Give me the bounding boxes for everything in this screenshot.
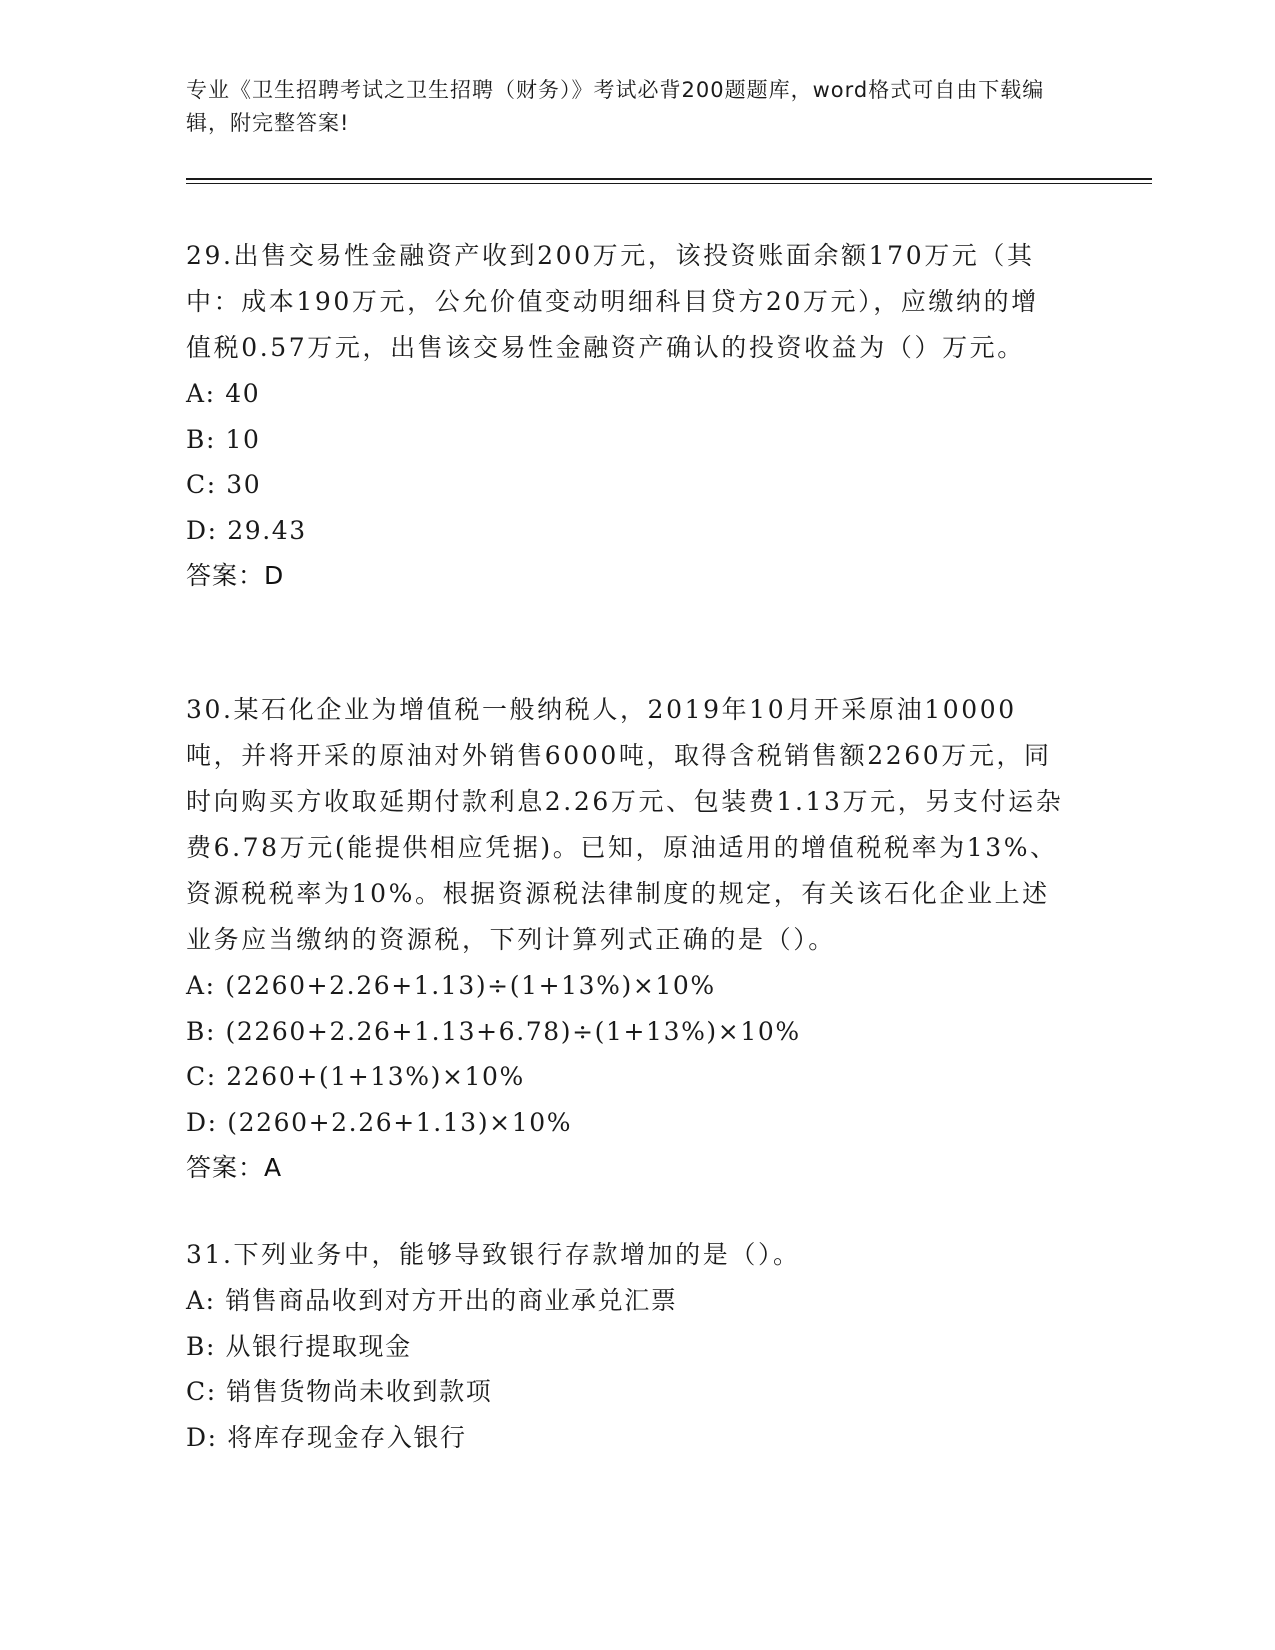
option-d: D: 将库存现金存入银行 <box>186 1422 467 1452</box>
option-d: D: (2260+2.26+1.13)×10% <box>186 1107 573 1137</box>
option-b: B: 10 <box>186 424 261 454</box>
option-c: C: 30 <box>186 470 262 499</box>
option-c: C: 销售货物尚未收到款项 <box>186 1377 493 1406</box>
option-b: B: (2260+2.26+1.13+6.78)÷(1+13%)×10% <box>186 1016 801 1046</box>
question-text: 31.下列业务中，能够导致银行存款增加的是（）。 <box>186 1240 801 1269</box>
question-29 <box>186 233 1066 599</box>
question-text: 30.某石化企业为增值税一般纳税人，2019年10月开采原油10000吨，并将开采的原油对外销售6000吨，取得含税销售额2260万元，同时向购买方收取延期付款利息2.26万元、包装费1.13万元，另支付运杂费6.78万元(能提供相应凭据)。已知，原油适用的增值税税率为13%、资源税税率为10%。根据资源税法律制度的规定，有关该石化企业上述业务应当缴纳的资源税，下列计算列式正确的是（）。 <box>186 695 1064 954</box>
header-divider <box>186 178 1152 184</box>
question-30 <box>186 687 1066 1191</box>
question-31 <box>186 1232 1066 1460</box>
option-c: C: 2260+(1+13%)×10% <box>186 1062 525 1091</box>
option-a: A: 40 <box>186 379 261 408</box>
option-a: A: (2260+2.26+1.13)÷(1+13%)×10% <box>186 971 716 1000</box>
option-b: B: 从银行提取现金 <box>186 1331 412 1361</box>
option-d: D: 29.43 <box>186 515 307 545</box>
answer: 答案：A <box>186 1153 283 1182</box>
option-a: A: 销售商品收到对方开出的商业承兑汇票 <box>186 1286 678 1315</box>
answer: 答案：D <box>186 561 285 590</box>
page-header: 专业《卫生招聘考试之卫生招聘（财务）》考试必背200题题库，word格式可自由下载编辑，附完整答案! <box>186 78 1045 135</box>
question-text: 29.出售交易性金融资产收到200万元，该投资账面余额170万元（其中：成本190万元，公允价值变动明细科目贷方20万元），应缴纳的增值税0.57万元，出售该交易性金融资产确认的投资收益为（）万元。 <box>186 241 1039 362</box>
